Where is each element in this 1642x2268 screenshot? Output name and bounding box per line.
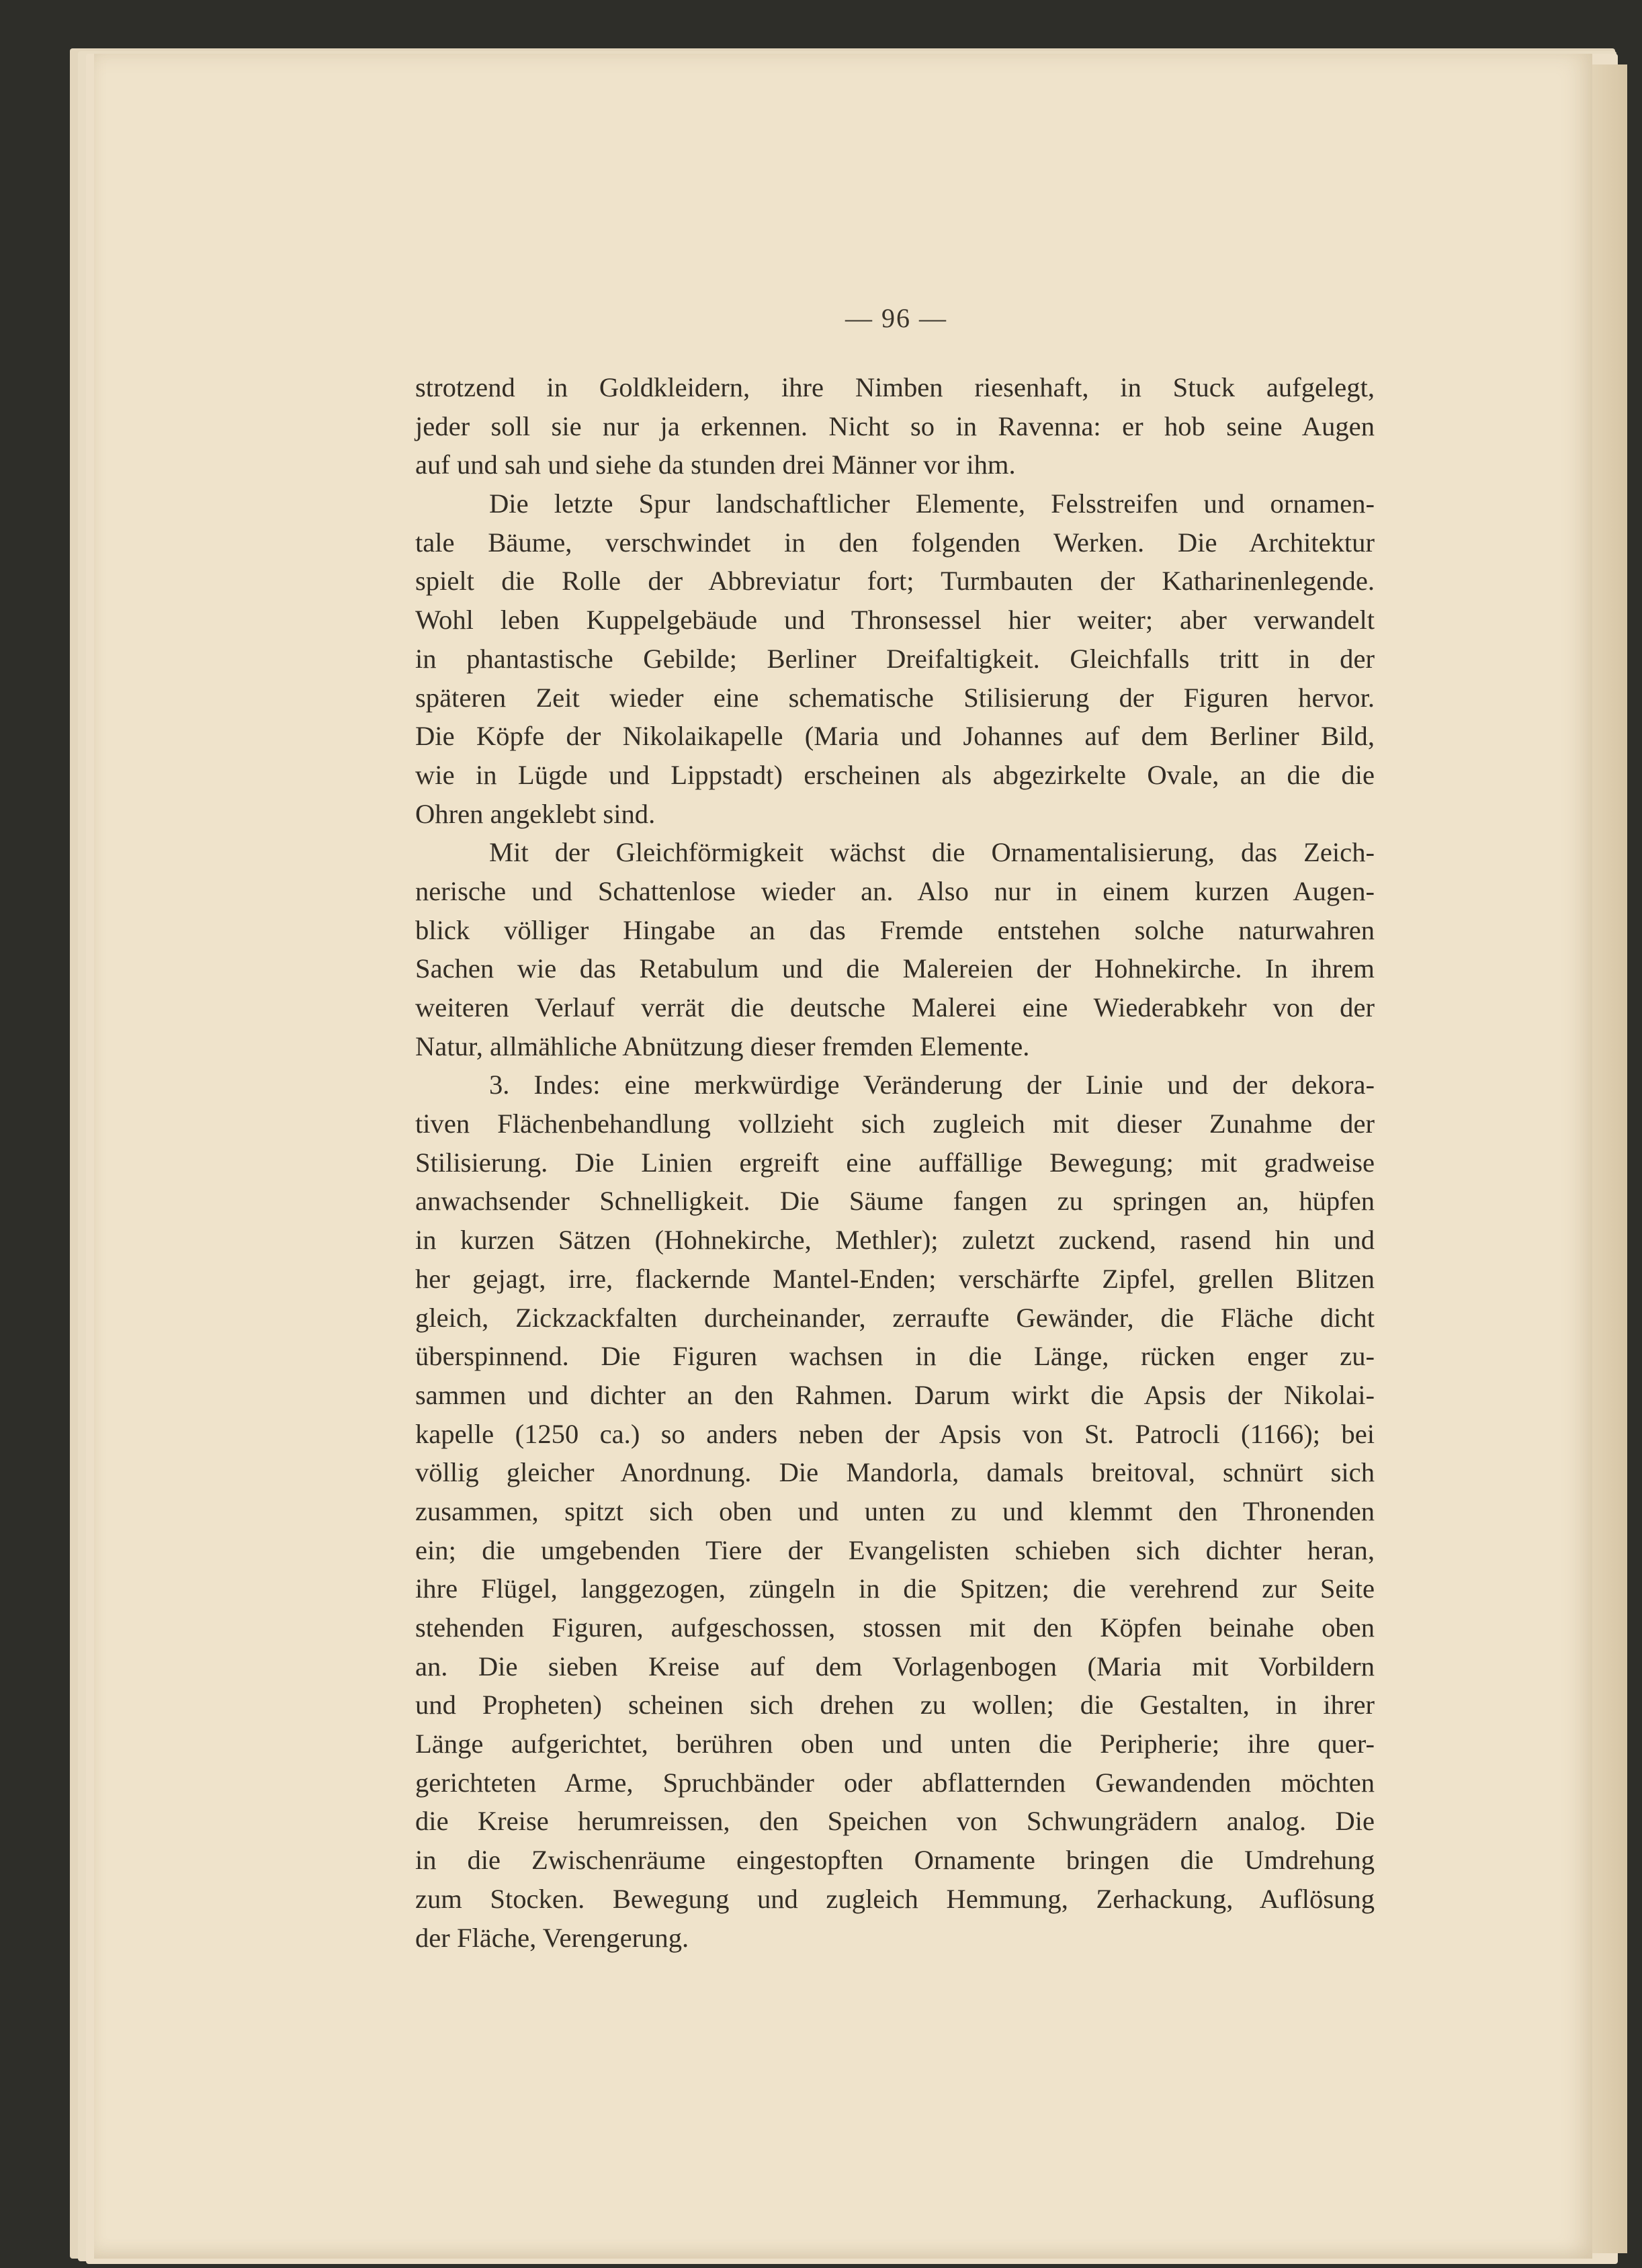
- text-line: Ohren angeklebt sind.: [415, 798, 656, 829]
- paragraph: [415, 833, 1375, 1065]
- text-line: 3. Indes: eine merkwürdige Veränderung der Linie und der dekora-: [489, 1070, 1375, 1100]
- text-line: Die Köpfe der Nikolaikapelle (Maria und Johannes auf dem Berliner Bild,: [415, 721, 1375, 752]
- text-line: blick völliger Hingabe an das Fremde entstehen solche naturwahren: [415, 914, 1375, 945]
- text-line: in phantastische Gebilde; Berliner Dreifaltigkeit. Gleichfalls tritt in der: [415, 643, 1375, 674]
- page-right-edge: [1592, 64, 1627, 2253]
- text-line: anwachsender Schnelligkeit. Die Säume fangen zu springen an, hüpfen: [415, 1186, 1375, 1217]
- text-line: sammen und dichter an den Rahmen. Darum wirkt die Apsis der Nikolai-: [415, 1379, 1375, 1410]
- text-line: überspinnend. Die Figuren wachsen in die Länge, rücken enger zu-: [415, 1341, 1375, 1372]
- text-line: tale Bäume, verschwindet in den folgenden Werken. Die Architektur: [415, 527, 1375, 558]
- text-line: späteren Zeit wieder eine schematische Stilisierung der Figuren hervor.: [415, 682, 1375, 713]
- page-number-value: 96: [881, 303, 911, 333]
- text-line: kapelle (1250 ca.) so anders neben der Apsis von St. Patrocli (1166); bei: [415, 1418, 1375, 1449]
- text-line: Sachen wie das Retabulum und die Malereien der Hohnekirche. In ihrem: [415, 953, 1375, 984]
- text-line: Natur, allmähliche Abnützung dieser fremden Elemente.: [415, 1031, 1030, 1061]
- text-line: ein; die umgebenden Tiere der Evangelisten schieben sich dichter heran,: [415, 1534, 1375, 1565]
- text-line: gerichteten Arme, Spruchbänder oder abflatternden Gewandenden möchten: [415, 1767, 1375, 1798]
- page-number: — 96 —: [845, 303, 947, 333]
- text-line: strotzend in Goldkleidern, ihre Nimben riesenhaft, in Stuck aufgelegt,: [415, 372, 1375, 402]
- text-line: weiteren Verlauf verrät die deutsche Malerei eine Wiederabkehr von der: [415, 992, 1375, 1022]
- text-line: in kurzen Sätzen (Hohnekirche, Methler); zuletzt zuckend, rasend hin und: [415, 1225, 1375, 1256]
- text-line: die Kreise herumreissen, den Speichen von Schwungrädern analog. Die: [415, 1806, 1375, 1837]
- text-line: Stilisierung. Die Linien ergreift eine auffällige Bewegung; mit gradweise: [415, 1147, 1375, 1178]
- text-line: der Fläche, Verengerung.: [415, 1922, 689, 1953]
- text-line: stehenden Figuren, aufgeschossen, stossen mit den Köpfen beinahe oben: [415, 1612, 1375, 1643]
- text-line: zum Stocken. Bewegung und zugleich Hemmung, Zerhackung, Auflösung: [415, 1883, 1375, 1914]
- text-line: Länge aufgerichtet, berühren oben und unten die Peripherie; ihre quer-: [415, 1729, 1375, 1759]
- body-text: [415, 368, 1375, 1957]
- text-line: tiven Flächenbehandlung vollzieht sich zugleich mit dieser Zunahme der: [415, 1108, 1375, 1139]
- text-line: Die letzte Spur landschaftlicher Elemente, Felsstreifen und ornamen-: [489, 488, 1375, 519]
- paragraph: [415, 484, 1375, 833]
- text-line: nerische und Schattenlose wieder an. Also nur in einem kurzen Augen-: [415, 875, 1375, 906]
- text-line: gleich, Zickzackfalten durcheinander, zerraufte Gewänder, die Fläche dicht: [415, 1302, 1375, 1333]
- text-line: her gejagt, irre, flackernde Mantel-Enden; verschärfte Zipfel, grellen Blitzen: [415, 1263, 1375, 1294]
- text-line: in die Zwischenräume eingestopften Ornamente bringen die Umdrehung: [415, 1845, 1375, 1876]
- text-line: zusammen, spitzt sich oben und unten zu und klemmt den Thronenden: [415, 1495, 1375, 1526]
- text-line: völlig gleicher Anordnung. Die Mandorla, damals breitoval, schnürt sich: [415, 1457, 1375, 1488]
- text-line: Mit der Gleichförmigkeit wächst die Ornamentalisierung, das Zeich-: [489, 837, 1375, 868]
- text-line: ihre Flügel, langgezogen, züngeln in die Spitzen; die verehrend zur Seite: [415, 1573, 1375, 1604]
- text-line: wie in Lügde und Lippstadt) erscheinen als abgezirkelte Ovale, an die die: [415, 759, 1375, 790]
- text-line: jeder soll sie nur ja erkennen. Nicht so in Ravenna: er hob seine Augen: [415, 410, 1375, 441]
- text-line: und Propheten) scheinen sich drehen zu wollen; die Gestalten, in ihrer: [415, 1690, 1375, 1720]
- text-line: an. Die sieben Kreise auf dem Vorlagenbogen (Maria mit Vorbildern: [415, 1651, 1375, 1682]
- text-line: auf und sah und siehe da stunden drei Männer vor ihm.: [415, 449, 1016, 480]
- paragraph: [415, 368, 1375, 484]
- text-line: Wohl leben Kuppelgebäude und Thronsessel hier weiter; aber verwandelt: [415, 605, 1375, 636]
- text-line: spielt die Rolle der Abbreviatur fort; Turmbauten der Katharinenlegende.: [415, 566, 1375, 597]
- paragraph: [415, 1065, 1375, 1957]
